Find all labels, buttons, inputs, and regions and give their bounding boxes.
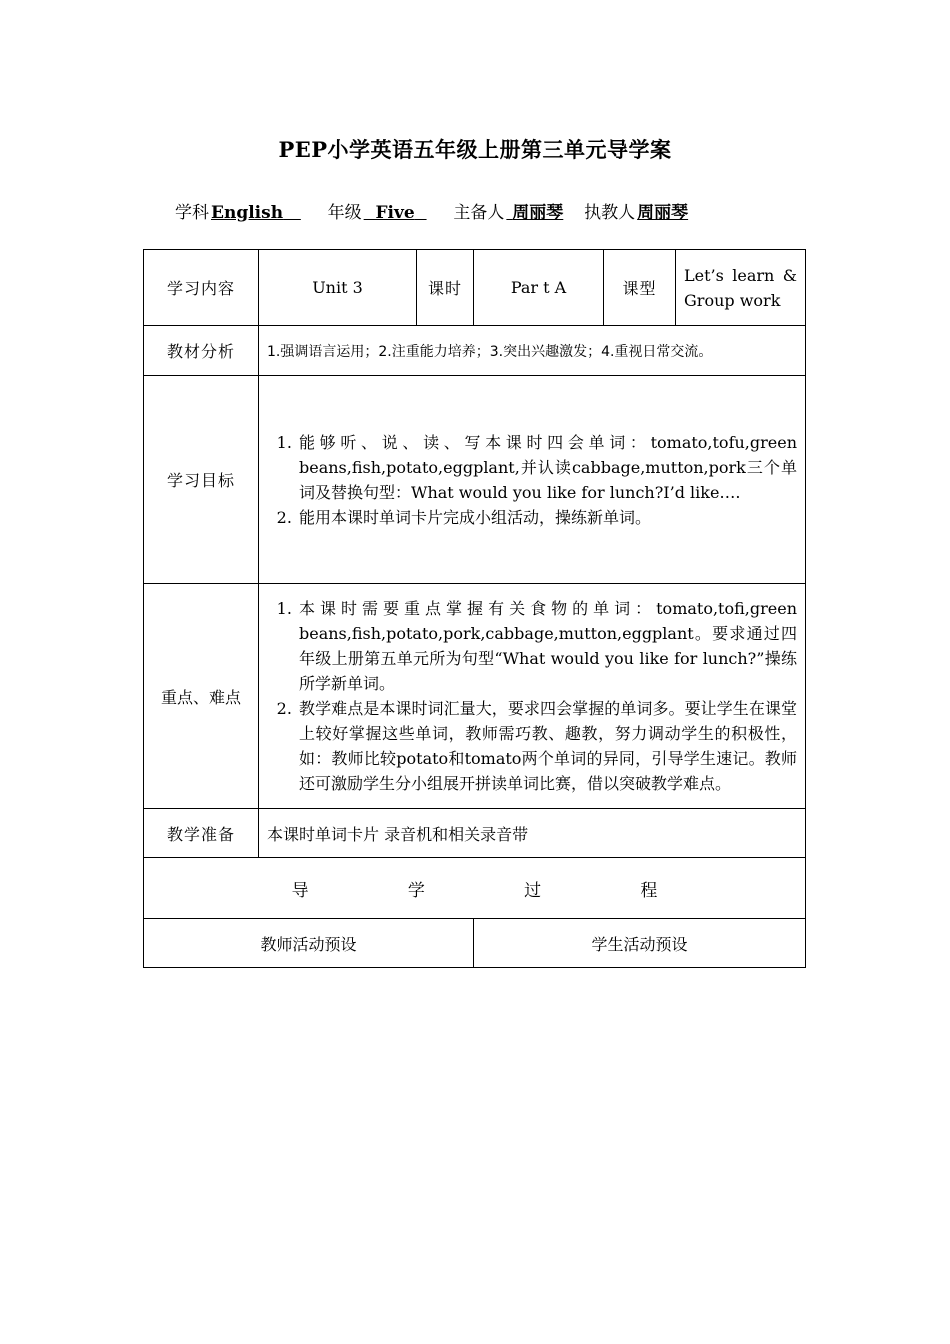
objective-item: 2. 能用本课时单词卡片完成小组活动，操练新单词。 xyxy=(297,505,797,530)
preparation-label: 教学准备 xyxy=(144,809,259,858)
subject-underline-pad xyxy=(283,203,301,223)
objectives-list xyxy=(267,430,797,530)
content-label: 学习内容 xyxy=(144,250,259,326)
process-char: 过 xyxy=(524,880,542,901)
key-points-label: 重点、难点 xyxy=(144,584,259,809)
table-row-objectives xyxy=(144,376,806,584)
process-heading xyxy=(144,858,806,919)
grade-label: 年级 xyxy=(327,203,362,223)
teacher-label: 执教人 xyxy=(584,203,636,223)
process-char: 学 xyxy=(407,880,425,901)
table-row-analysis xyxy=(144,326,806,376)
table-row-activities xyxy=(144,919,806,968)
objective-item: 1. 能够听、说、读、写本课时四会单词：tomato,tofu,green beans,fish,potato,eggplant,并认读cabbage,mutton,pork三个单词及替换句型：What would you like for lunch?I’d like…. xyxy=(297,430,797,505)
subject-value: English xyxy=(211,203,284,223)
subject-label: 学科 xyxy=(175,203,209,223)
process-char: 导 xyxy=(291,880,309,901)
preparation-text: 本课时单词卡片 录音机和相关录音带 xyxy=(259,809,806,858)
objectives-content xyxy=(259,376,806,584)
grade-underline-pre xyxy=(364,203,376,223)
objectives-label: 学习目标 xyxy=(144,376,259,584)
lesson-plan-table xyxy=(143,249,806,968)
student-activities-header: 学生活动预设 xyxy=(474,919,806,968)
table-row-process xyxy=(144,858,806,919)
grade-value: Five xyxy=(375,203,415,223)
meta-line xyxy=(175,198,688,223)
planner-label: 主备人 xyxy=(453,203,505,223)
page-title: PEP小学英语五年级上册第三单元导学案 xyxy=(278,137,672,162)
key-points-list xyxy=(267,596,797,796)
content-value: Unit 3 xyxy=(259,250,417,326)
analysis-text: 1.强调语言运用；2.注重能力培养；3.突出兴趣激发；4.重视日常交流。 xyxy=(259,326,806,376)
key-point-item: 2. 教学难点是本课时词汇量大，要求四会掌握的单词多。要让学生在课堂上较好掌握这些单词，教师需巧教、趣教，努力调动学生的积极性，如：教师比较potato和tomato两个单词的异同，引导学生速记。教师还可激励学生分小组展开拼读单词比赛，借以突破教学难点。 xyxy=(297,696,797,796)
process-char: 程 xyxy=(640,880,658,901)
table-row-key-points xyxy=(144,584,806,809)
teacher-value: 周丽琴 xyxy=(637,203,689,223)
table-row-content xyxy=(144,250,806,326)
key-points-content xyxy=(259,584,806,809)
table-row-preparation xyxy=(144,809,806,858)
analysis-label: 教材分析 xyxy=(144,326,259,376)
period-label: 课时 xyxy=(417,250,474,326)
planner-value: 周丽琴 xyxy=(512,203,564,223)
period-value: Par t A xyxy=(474,250,604,326)
key-point-item: 1. 本课时需要重点掌握有关食物的单词：tomato,tofi,green beans,fish,potato,pork,cabbage,mutton,eggplant。要求通过四年级上册第五单元所为句型“What would you like for lunch?”操练所学新单词。 xyxy=(297,596,797,696)
teacher-activities-header: 教师活动预设 xyxy=(144,919,474,968)
type-label: 课型 xyxy=(604,250,676,326)
grade-underline-post xyxy=(415,203,427,223)
type-value: Let’s learn & Group work xyxy=(676,250,806,326)
